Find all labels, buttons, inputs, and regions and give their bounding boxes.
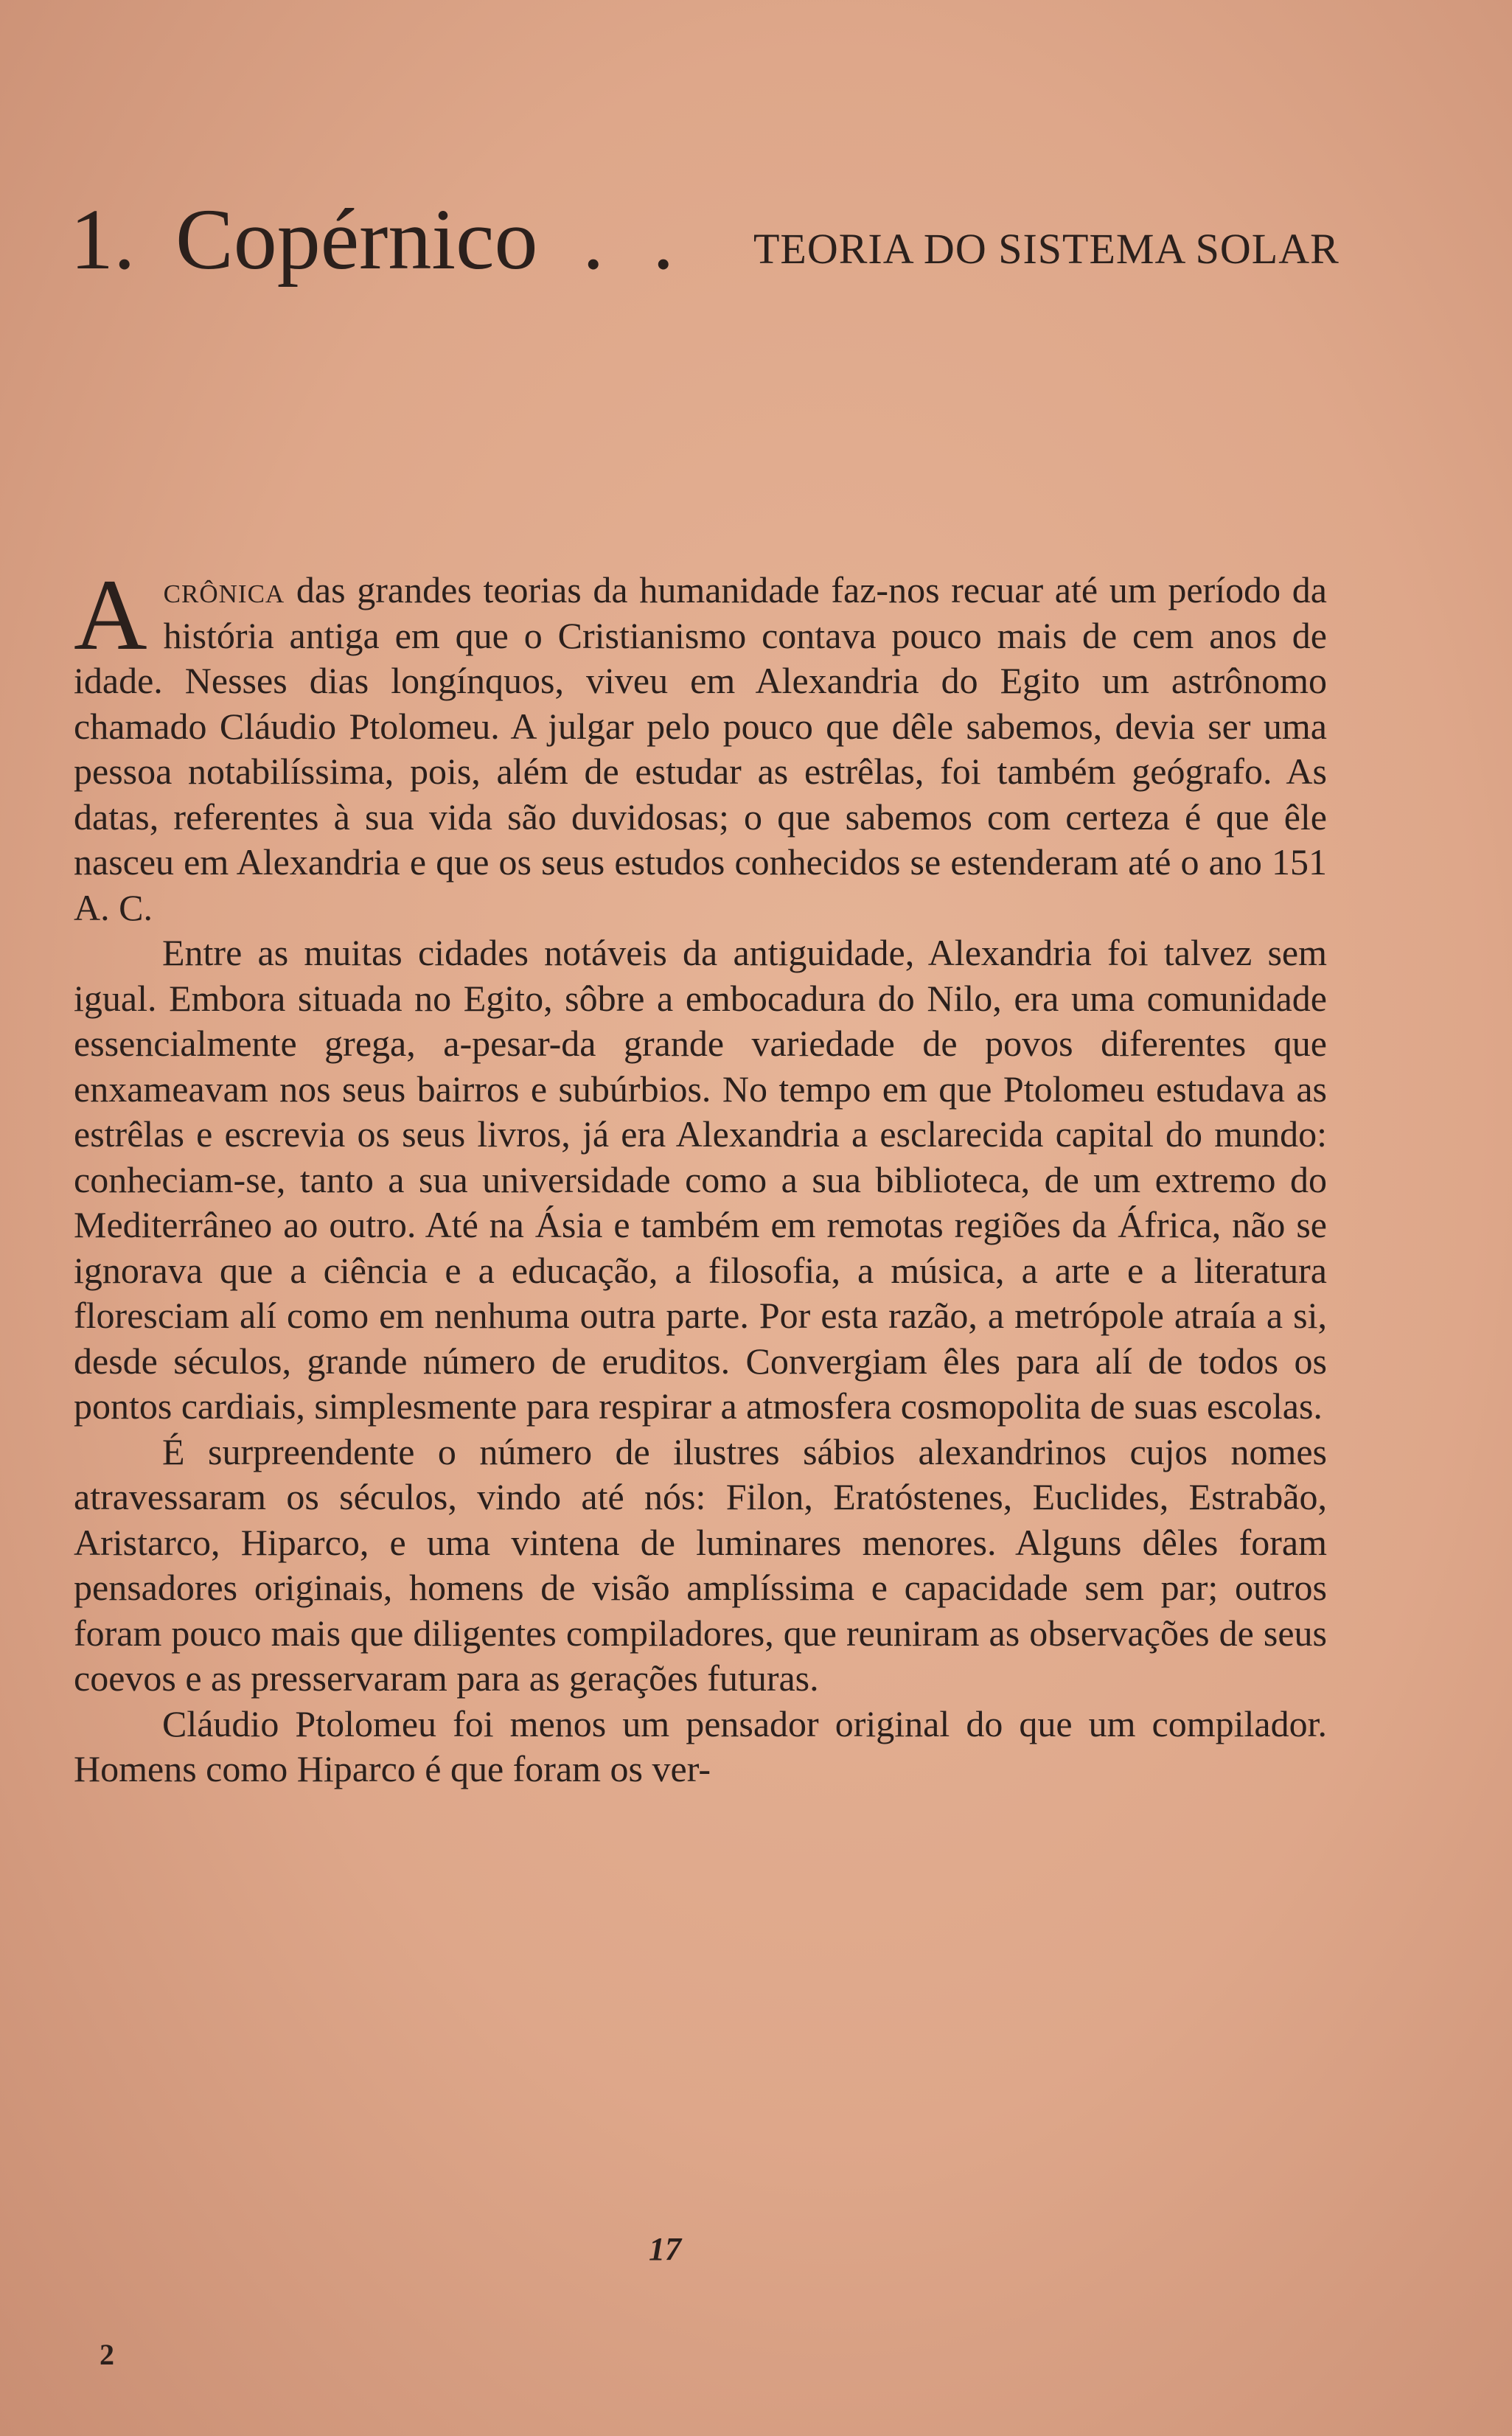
chapter-number: 1. bbox=[70, 191, 136, 288]
paragraph-1-text: das grandes teorias da humanidade faz-nos recuar até um período da história antiga em que o Cristianismo contava pouco mais de cem anos de idade. Nesses dias longínquos, viveu em Alexandria do Egito um astrônomo chamado Cláudio Ptolomeu. A julgar pelo pouco que dêle sabemos, devia ser uma pessoa notabilíssima, pois, além de estudar as estrêlas, foi também geógrafo. As datas, referentes à sua vida são duvidosas; o que sabemos com certeza é que êle nasceu em Alexandria e que os seus estudos conhecidos se estenderam até o ano 151 A. C. bbox=[74, 569, 1327, 928]
opening-smallcaps: crônica bbox=[163, 569, 285, 610]
signature-mark: 2 bbox=[100, 2338, 114, 2371]
body-text bbox=[74, 558, 1327, 1792]
chapter-title-dots: . . bbox=[582, 191, 688, 288]
chapter-subtitle: TEORIA DO SISTEMA SOLAR bbox=[753, 225, 1339, 273]
paragraph-3: É surpreendente o número de ilustres sábios alexandrinos cujos nomes atravessaram os séculos, vindo até nós: Filon, Eratóstenes, Euclides, Estrabão, Aristarco, Hiparco, e uma vintena de luminares menores. Alguns dêles foram pensadores originais, homens de visão amplíssima e capacidade sem par; outros foram pouco mais que diligentes compiladores, que reuniram as observações de seus coevos e as presservaram para as gerações futuras. bbox=[74, 1430, 1327, 1699]
chapter-title: Copérnico bbox=[175, 191, 538, 288]
paragraph-1 bbox=[74, 558, 1327, 930]
page-number: 17 bbox=[649, 2231, 681, 2267]
drop-cap: A bbox=[74, 558, 147, 671]
paragraph-2: Entre as muitas cidades notáveis da antiguidade, Alexandria foi talvez sem igual. Embora situada no Egito, sôbre a embocadura do Nilo, era uma comunidade essencialmente grega, a-pesar-da grande variedade de povos diferentes que enxameavam nos seus bairros e subúrbios. No tempo em que Ptolomeu estudava as estrêlas e escrevia os seus livros, já era Alexandria a esclarecida capital do mundo: conheciam-se, tanto a sua universidade como a sua biblioteca, de um extremo do Mediterrâneo ao outro. Até na Ásia e também em remotas regiões da África, não se ignorava que a ciência e a educação, a filosofia, a música, a arte e a literatura floresciam alí como em nenhuma outra parte. Por esta razão, a metrópole atraía a si, desde séculos, grande número de eruditos. Convergiam êles para alí de todos os pontos cardiais, simplesmente para respirar a atmosfera cosmopolita de suas escolas. bbox=[74, 932, 1327, 1427]
paragraph-4: Cláudio Ptolomeu foi menos um pensador original do que um compilador. Homens como Hiparco é que foram os ver- bbox=[74, 1702, 1327, 1789]
